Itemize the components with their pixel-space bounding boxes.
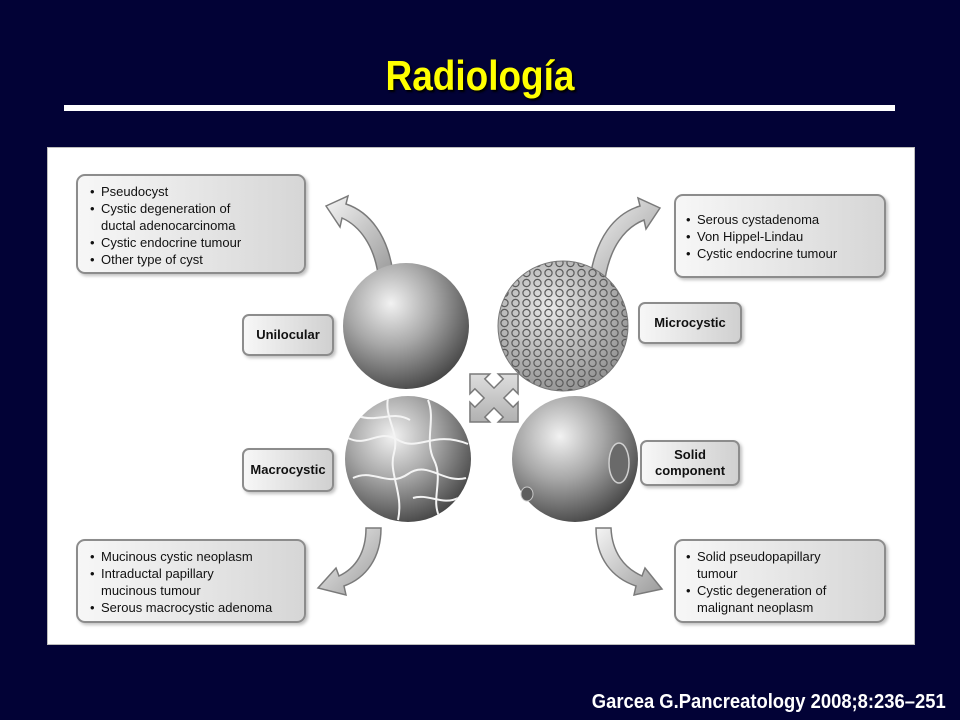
curved-arrow-top-right xyxy=(590,198,660,279)
curved-arrow-bottom-left xyxy=(318,528,381,595)
label-unilocular: Unilocular xyxy=(242,314,334,356)
curved-arrow-bottom-right xyxy=(596,528,662,595)
title-divider xyxy=(64,105,895,111)
label-macrocystic: Macrocystic xyxy=(242,448,334,492)
info-box-bottom-left xyxy=(76,539,306,623)
diagram-figure xyxy=(47,147,915,645)
list-item: • Intraductal papillary mucinous tumour xyxy=(90,565,304,599)
macrocystic-sphere xyxy=(345,396,471,522)
list-item: • Von Hippel-Lindau xyxy=(686,228,884,245)
list-item: • Pseudocyst xyxy=(90,183,304,200)
list-item: • Mucinous cystic neoplasm xyxy=(90,548,304,565)
list-item: • Cystic degeneration of malignant neoplasm xyxy=(686,582,884,616)
citation: Garcea G.Pancreatology 2008;8:236–251 xyxy=(592,691,946,713)
microcystic-sphere xyxy=(496,259,630,393)
label-solid-component: Solid component xyxy=(640,440,740,486)
list-item: • Serous cystadenoma xyxy=(686,211,884,228)
list-item: • Cystic endocrine tumour xyxy=(686,245,884,262)
info-box-top-right xyxy=(674,194,886,278)
list-item: • Other type of cyst xyxy=(90,251,304,268)
slide-title: Radiología xyxy=(385,52,575,99)
list-item: • Solid pseudopapillary tumour xyxy=(686,548,884,582)
info-box-top-left xyxy=(76,174,306,274)
info-box-bottom-right xyxy=(674,539,886,623)
curved-arrow-top-left xyxy=(326,196,393,274)
list-item: • Cystic degeneration of ductal adenocarcinoma xyxy=(90,200,304,234)
label-microcystic: Microcystic xyxy=(638,302,742,344)
list-item: • Cystic endocrine tumour xyxy=(90,234,304,251)
solid-component-sphere xyxy=(512,396,638,522)
unilocular-sphere xyxy=(343,263,469,389)
list-item: • Serous macrocystic adenoma xyxy=(90,599,304,616)
